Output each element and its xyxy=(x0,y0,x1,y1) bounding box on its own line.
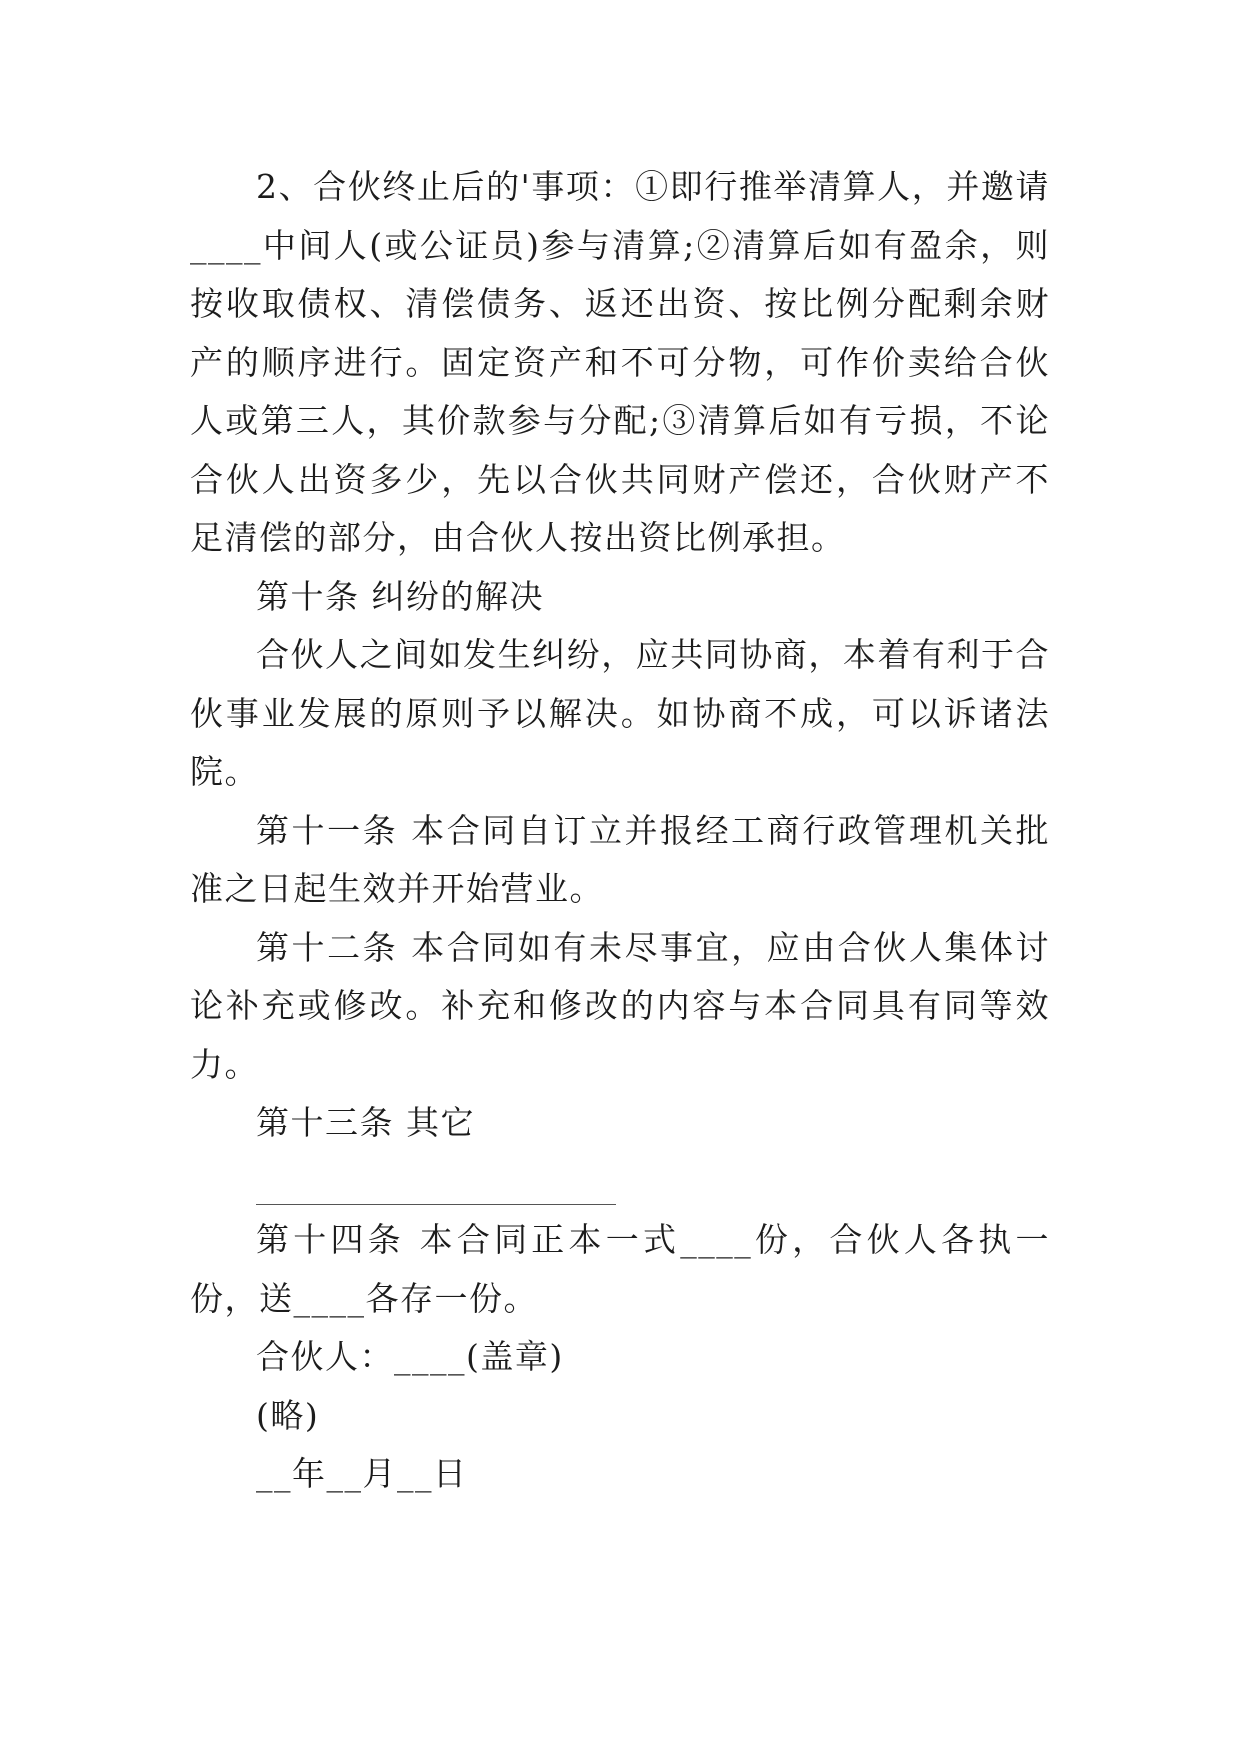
document-body xyxy=(190,158,1050,1504)
signature-date: __年__月__日 xyxy=(256,1454,468,1493)
heading-article-13: 第十三条 其它 xyxy=(256,1103,475,1142)
paragraph-article-11: 第十一条 本合同自订立并报经工商行政管理机关批准之日起生效并开始营业。 xyxy=(190,810,1050,908)
paragraph-termination-matters: 2、合伙终止后的'事项：①即行推举清算人，并邀请____中间人(或公证员)参与清算;②清算后如有盈余，则按收取债权、清偿债务、返还出资、按比例分配剩余财产的顺序进行。固定资产和不可分物，可作价卖给合伙人或第三人，其价款参与分配;③清算后如有亏损，不论合伙人出资多少，先以合伙共同财产偿还，合伙财产不足清偿的部分，由合伙人按出资比例承担。 xyxy=(190,167,1050,557)
paragraph-article-14: 第十四条 本合同正本一式____份，合伙人各执一份，送____各存一份。 xyxy=(190,1220,1050,1318)
paragraph-dispute-resolution: 合伙人之间如发生纠纷，应共同协商，本着有利于合伙事业发展的原则予以解决。如协商不成，可以诉诸法院。 xyxy=(190,635,1050,791)
heading-article-10: 第十条 纠纷的解决 xyxy=(256,576,544,616)
signature-partner: 合伙人：____(盖章) xyxy=(256,1337,564,1376)
blank-fill-line xyxy=(256,1153,616,1212)
signature-omitted: (略) xyxy=(256,1395,320,1435)
paragraph-article-12: 第十二条 本合同如有未尽事宜，应由合伙人集体讨论补充或修改。补充和修改的内容与本合同具有同等效力。 xyxy=(190,927,1050,1084)
